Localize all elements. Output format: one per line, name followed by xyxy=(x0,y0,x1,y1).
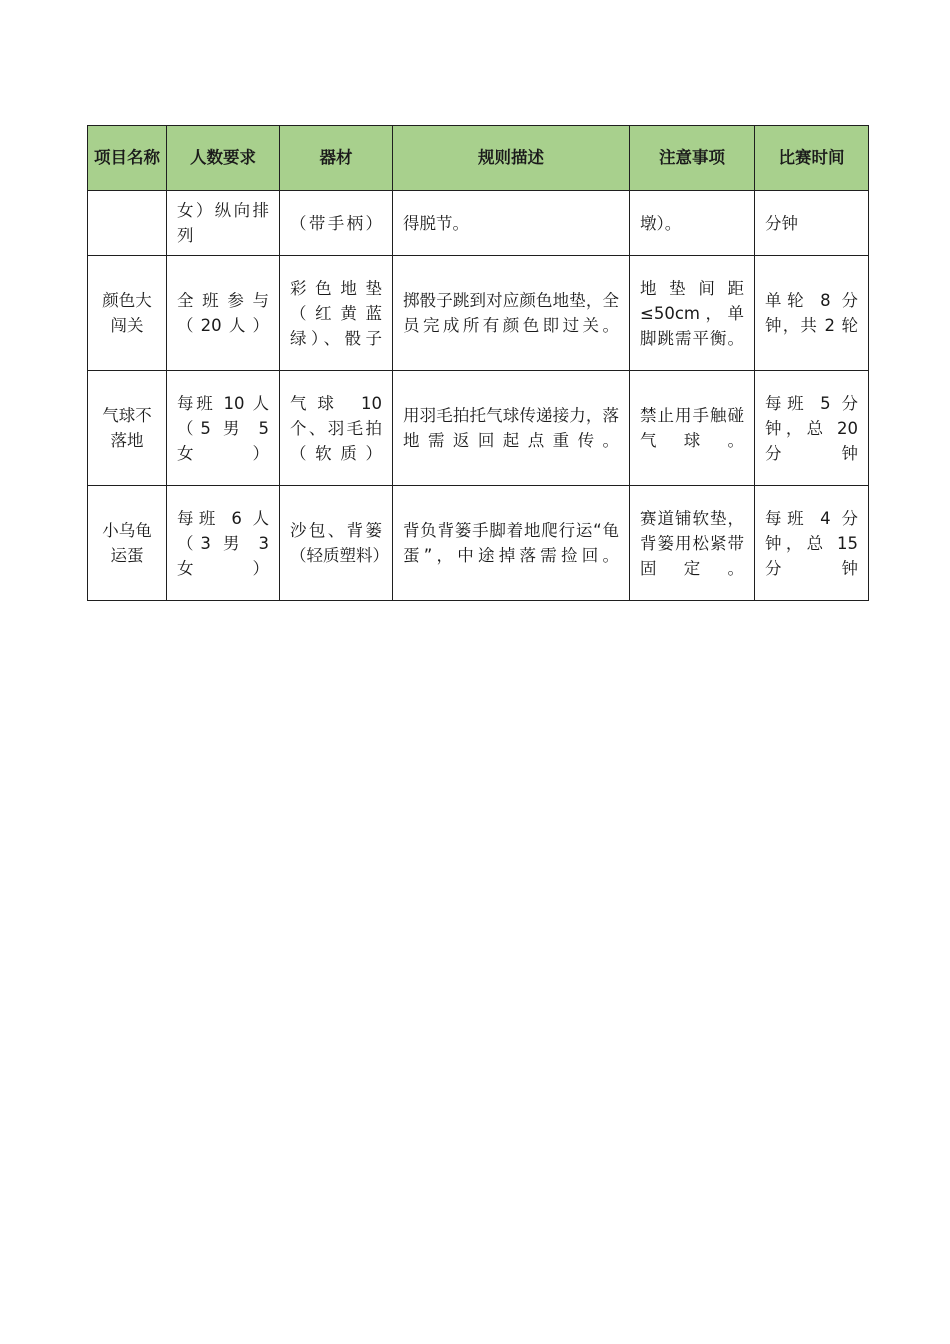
cell-note: 赛道铺软垫，背篓用松紧带固定。 xyxy=(630,486,755,601)
header-people: 人数要求 xyxy=(167,126,280,191)
cell-equipment: 沙包、背篓（轻质塑料） xyxy=(280,486,393,601)
cell-people: 女）纵向排列 xyxy=(167,191,280,256)
cell-name: 气球不落地 xyxy=(88,371,167,486)
cell-time: 分钟 xyxy=(755,191,869,256)
cell-name xyxy=(88,191,167,256)
header-equipment: 器材 xyxy=(280,126,393,191)
table-row xyxy=(88,256,869,371)
table-row xyxy=(88,371,869,486)
cell-rule: 用羽毛拍托气球传递接力，落地需返回起点重传。 xyxy=(393,371,630,486)
cell-equipment: 气球 10 个、羽毛拍（软质） xyxy=(280,371,393,486)
cell-time: 每班 5 分钟，总 20 分钟 xyxy=(755,371,869,486)
table-row xyxy=(88,191,869,256)
cell-name: 小乌龟运蛋 xyxy=(88,486,167,601)
cell-rule: 得脱节。 xyxy=(393,191,630,256)
cell-name: 颜色大闯关 xyxy=(88,256,167,371)
cell-people: 每班 6 人（3 男 3 女） xyxy=(167,486,280,601)
cell-equipment: （带手柄） xyxy=(280,191,393,256)
cell-people: 全班参与（20人） xyxy=(167,256,280,371)
cell-equipment: 彩色地垫（红黄蓝绿）、骰子 xyxy=(280,256,393,371)
table-row xyxy=(88,486,869,601)
header-rules: 规则描述 xyxy=(393,126,630,191)
header-project-name: 项目名称 xyxy=(88,126,167,191)
games-table xyxy=(87,125,869,601)
cell-note: 地垫间距≤50cm，单脚跳需平衡。 xyxy=(630,256,755,371)
cell-time: 每班 4 分钟，总 15 分钟 xyxy=(755,486,869,601)
cell-people: 每班 10 人（5 男 5 女） xyxy=(167,371,280,486)
cell-rule: 掷骰子跳到对应颜色地垫，全员完成所有颜色即过关。 xyxy=(393,256,630,371)
table-header-row xyxy=(88,126,869,191)
header-notes: 注意事项 xyxy=(630,126,755,191)
header-time: 比赛时间 xyxy=(755,126,869,191)
cell-rule: 背负背篓手脚着地爬行运“龟蛋”，中途掉落需捡回。 xyxy=(393,486,630,601)
cell-time: 单轮 8 分钟，共 2 轮 xyxy=(755,256,869,371)
cell-note: 禁止用手触碰气球。 xyxy=(630,371,755,486)
cell-note: 墩）。 xyxy=(630,191,755,256)
